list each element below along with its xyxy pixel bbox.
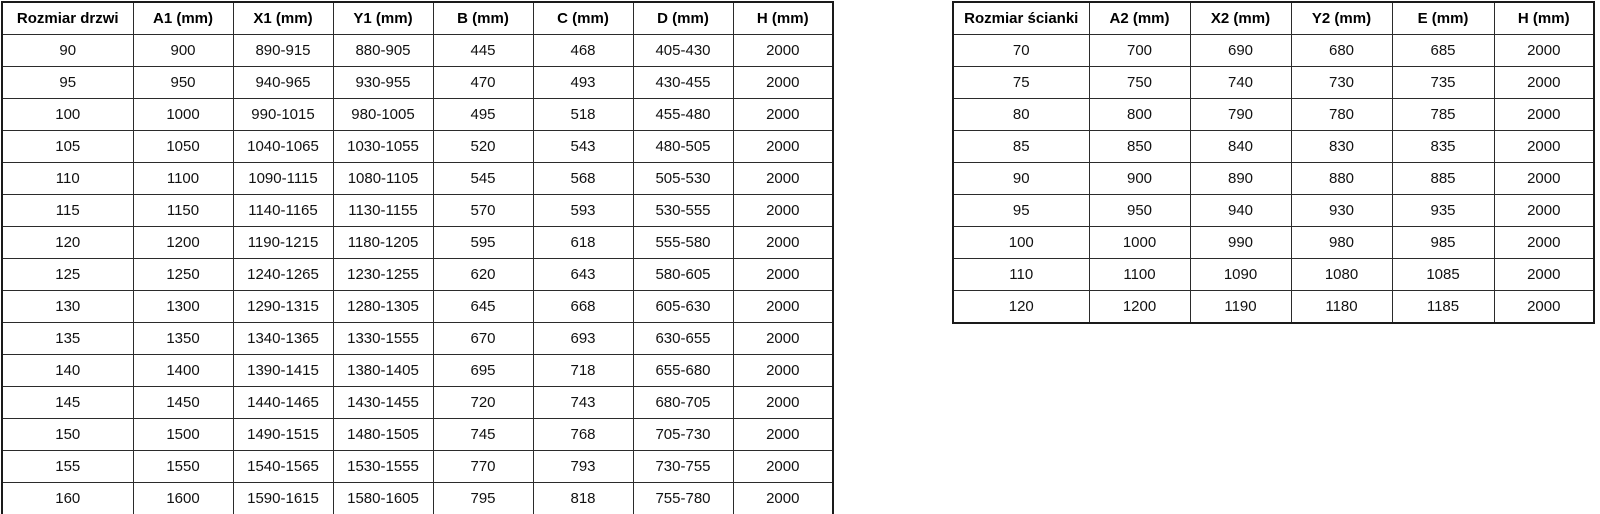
table-cell: 1450 bbox=[133, 387, 233, 419]
table-cell: 2000 bbox=[733, 355, 833, 387]
table-cell: 568 bbox=[533, 163, 633, 195]
table-cell: 990 bbox=[1190, 227, 1291, 259]
table-row bbox=[953, 131, 1594, 163]
table-cell: 680 bbox=[1291, 35, 1392, 67]
table-cell: 1080 bbox=[1291, 259, 1392, 291]
column-header: B (mm) bbox=[433, 2, 533, 35]
table-cell: 818 bbox=[533, 483, 633, 514]
table-cell: 2000 bbox=[733, 163, 833, 195]
table-cell: 630-655 bbox=[633, 323, 733, 355]
table-cell: 145 bbox=[2, 387, 133, 419]
table-cell: 1580-1605 bbox=[333, 483, 433, 514]
table-cell: 1440-1465 bbox=[233, 387, 333, 419]
table-cell: 75 bbox=[953, 67, 1089, 99]
table-cell: 543 bbox=[533, 131, 633, 163]
table-cell: 155 bbox=[2, 451, 133, 483]
table-cell: 2000 bbox=[733, 291, 833, 323]
table-row bbox=[953, 291, 1594, 324]
table-cell: 1140-1165 bbox=[233, 195, 333, 227]
table-cell: 1190-1215 bbox=[233, 227, 333, 259]
table-cell: 1600 bbox=[133, 483, 233, 514]
header-row bbox=[953, 2, 1594, 35]
column-header: X2 (mm) bbox=[1190, 2, 1291, 35]
table-cell: 1590-1615 bbox=[233, 483, 333, 514]
table-cell: 1040-1065 bbox=[233, 131, 333, 163]
table-row bbox=[2, 323, 833, 355]
table-cell: 840 bbox=[1190, 131, 1291, 163]
table-cell: 595 bbox=[433, 227, 533, 259]
table-cell: 940-965 bbox=[233, 67, 333, 99]
table-cell: 570 bbox=[433, 195, 533, 227]
table-cell: 1230-1255 bbox=[333, 259, 433, 291]
table-cell: 768 bbox=[533, 419, 633, 451]
table-cell: 800 bbox=[1089, 99, 1190, 131]
table-cell: 730-755 bbox=[633, 451, 733, 483]
table-cell: 2000 bbox=[733, 195, 833, 227]
table-cell: 705-730 bbox=[633, 419, 733, 451]
table-cell: 900 bbox=[133, 35, 233, 67]
table-cell: 795 bbox=[433, 483, 533, 514]
table-cell: 1200 bbox=[1089, 291, 1190, 324]
table-cell: 850 bbox=[1089, 131, 1190, 163]
table-cell: 2000 bbox=[1494, 291, 1594, 324]
table-row bbox=[953, 259, 1594, 291]
column-header: Rozmiar drzwi bbox=[2, 2, 133, 35]
table-cell: 2000 bbox=[733, 67, 833, 99]
table-row bbox=[2, 131, 833, 163]
table-cell: 115 bbox=[2, 195, 133, 227]
table-row bbox=[2, 291, 833, 323]
table-cell: 940 bbox=[1190, 195, 1291, 227]
table-row bbox=[953, 35, 1594, 67]
table-cell: 1340-1365 bbox=[233, 323, 333, 355]
table-cell: 1480-1505 bbox=[333, 419, 433, 451]
table-cell: 830 bbox=[1291, 131, 1392, 163]
table-cell: 2000 bbox=[1494, 67, 1594, 99]
table-cell: 2000 bbox=[733, 99, 833, 131]
table-cell: 643 bbox=[533, 259, 633, 291]
table-cell: 545 bbox=[433, 163, 533, 195]
table-cell: 2000 bbox=[1494, 259, 1594, 291]
table-cell: 85 bbox=[953, 131, 1089, 163]
column-header: C (mm) bbox=[533, 2, 633, 35]
column-header: X1 (mm) bbox=[233, 2, 333, 35]
table-cell: 2000 bbox=[733, 227, 833, 259]
table-cell: 2000 bbox=[733, 483, 833, 514]
table-cell: 2000 bbox=[1494, 227, 1594, 259]
table-cell: 930-955 bbox=[333, 67, 433, 99]
table-cell: 1290-1315 bbox=[233, 291, 333, 323]
table-cell: 120 bbox=[2, 227, 133, 259]
table-cell: 110 bbox=[2, 163, 133, 195]
table-row bbox=[2, 387, 833, 419]
table-cell: 890-915 bbox=[233, 35, 333, 67]
table-cell: 1090 bbox=[1190, 259, 1291, 291]
table-cell: 2000 bbox=[733, 323, 833, 355]
table-cell: 1280-1305 bbox=[333, 291, 433, 323]
table-cell: 1000 bbox=[133, 99, 233, 131]
table-cell: 1000 bbox=[1089, 227, 1190, 259]
table-cell: 150 bbox=[2, 419, 133, 451]
table-cell: 950 bbox=[133, 67, 233, 99]
column-header: E (mm) bbox=[1392, 2, 1494, 35]
table-row bbox=[2, 99, 833, 131]
table-cell: 1085 bbox=[1392, 259, 1494, 291]
table-cell: 890 bbox=[1190, 163, 1291, 195]
table-cell: 1100 bbox=[133, 163, 233, 195]
table-cell: 1330-1555 bbox=[333, 323, 433, 355]
table-cell: 755-780 bbox=[633, 483, 733, 514]
table-cell: 1380-1405 bbox=[333, 355, 433, 387]
table-cell: 655-680 bbox=[633, 355, 733, 387]
table-cell: 405-430 bbox=[633, 35, 733, 67]
table-row bbox=[953, 195, 1594, 227]
column-header: Y1 (mm) bbox=[333, 2, 433, 35]
table-cell: 80 bbox=[953, 99, 1089, 131]
table-row bbox=[2, 67, 833, 99]
table-cell: 1090-1115 bbox=[233, 163, 333, 195]
table-cell: 718 bbox=[533, 355, 633, 387]
table-row bbox=[953, 99, 1594, 131]
table-cell: 620 bbox=[433, 259, 533, 291]
table-row bbox=[2, 35, 833, 67]
table-cell: 495 bbox=[433, 99, 533, 131]
table-cell: 70 bbox=[953, 35, 1089, 67]
table-cell: 770 bbox=[433, 451, 533, 483]
table-cell: 1430-1455 bbox=[333, 387, 433, 419]
table-cell: 2000 bbox=[1494, 195, 1594, 227]
table-cell: 780 bbox=[1291, 99, 1392, 131]
table-cell: 1130-1155 bbox=[333, 195, 433, 227]
table-cell: 793 bbox=[533, 451, 633, 483]
table-cell: 980 bbox=[1291, 227, 1392, 259]
table-cell: 555-580 bbox=[633, 227, 733, 259]
table-cell: 1080-1105 bbox=[333, 163, 433, 195]
column-header: A2 (mm) bbox=[1089, 2, 1190, 35]
table-cell: 580-605 bbox=[633, 259, 733, 291]
table-cell: 695 bbox=[433, 355, 533, 387]
table-cell: 1490-1515 bbox=[233, 419, 333, 451]
table-cell: 743 bbox=[533, 387, 633, 419]
table-cell: 1300 bbox=[133, 291, 233, 323]
table-cell: 480-505 bbox=[633, 131, 733, 163]
table-row bbox=[2, 483, 833, 514]
table-cell: 470 bbox=[433, 67, 533, 99]
column-header: Rozmiar ścianki bbox=[953, 2, 1089, 35]
table-cell: 693 bbox=[533, 323, 633, 355]
table-cell: 1530-1555 bbox=[333, 451, 433, 483]
table-cell: 1390-1415 bbox=[233, 355, 333, 387]
table-cell: 90 bbox=[2, 35, 133, 67]
table-cell: 1190 bbox=[1190, 291, 1291, 324]
table-cell: 1550 bbox=[133, 451, 233, 483]
table-cell: 745 bbox=[433, 419, 533, 451]
table-cell: 750 bbox=[1089, 67, 1190, 99]
table-cell: 1050 bbox=[133, 131, 233, 163]
header-row bbox=[2, 2, 833, 35]
table-cell: 160 bbox=[2, 483, 133, 514]
table-cell: 880-905 bbox=[333, 35, 433, 67]
table-cell: 2000 bbox=[733, 451, 833, 483]
table-row bbox=[2, 227, 833, 259]
table-cell: 930 bbox=[1291, 195, 1392, 227]
table-cell: 790 bbox=[1190, 99, 1291, 131]
table-cell: 950 bbox=[1089, 195, 1190, 227]
table-cell: 2000 bbox=[1494, 163, 1594, 195]
table-cell: 125 bbox=[2, 259, 133, 291]
table-row bbox=[2, 163, 833, 195]
table-row bbox=[2, 259, 833, 291]
table-cell: 120 bbox=[953, 291, 1089, 324]
table-cell: 95 bbox=[953, 195, 1089, 227]
table-cell: 493 bbox=[533, 67, 633, 99]
table-cell: 110 bbox=[953, 259, 1089, 291]
column-header: H (mm) bbox=[733, 2, 833, 35]
table-cell: 95 bbox=[2, 67, 133, 99]
table-cell: 880 bbox=[1291, 163, 1392, 195]
table-cell: 135 bbox=[2, 323, 133, 355]
table-cell: 468 bbox=[533, 35, 633, 67]
table-row bbox=[2, 419, 833, 451]
table-cell: 430-455 bbox=[633, 67, 733, 99]
table-cell: 593 bbox=[533, 195, 633, 227]
table-cell: 1100 bbox=[1089, 259, 1190, 291]
table-cell: 670 bbox=[433, 323, 533, 355]
wall-sizes-table bbox=[952, 1, 1595, 324]
table-cell: 2000 bbox=[1494, 35, 1594, 67]
table-cell: 1030-1055 bbox=[333, 131, 433, 163]
table-cell: 2000 bbox=[733, 419, 833, 451]
table-cell: 1540-1565 bbox=[233, 451, 333, 483]
table-row bbox=[2, 451, 833, 483]
table-cell: 2000 bbox=[1494, 99, 1594, 131]
column-header: D (mm) bbox=[633, 2, 733, 35]
table-cell: 900 bbox=[1089, 163, 1190, 195]
table-cell: 2000 bbox=[733, 259, 833, 291]
table-cell: 1400 bbox=[133, 355, 233, 387]
table-cell: 980-1005 bbox=[333, 99, 433, 131]
table-row bbox=[953, 163, 1594, 195]
table-cell: 455-480 bbox=[633, 99, 733, 131]
table-cell: 680-705 bbox=[633, 387, 733, 419]
table-cell: 605-630 bbox=[633, 291, 733, 323]
column-header: H (mm) bbox=[1494, 2, 1594, 35]
table-cell: 720 bbox=[433, 387, 533, 419]
table-row bbox=[2, 195, 833, 227]
table-cell: 685 bbox=[1392, 35, 1494, 67]
table-cell: 700 bbox=[1089, 35, 1190, 67]
table-cell: 2000 bbox=[733, 131, 833, 163]
table-row bbox=[953, 227, 1594, 259]
door-sizes-table bbox=[1, 1, 834, 514]
table-cell: 2000 bbox=[733, 387, 833, 419]
table-cell: 690 bbox=[1190, 35, 1291, 67]
table-cell: 730 bbox=[1291, 67, 1392, 99]
table-cell: 645 bbox=[433, 291, 533, 323]
table-cell: 2000 bbox=[1494, 131, 1594, 163]
table-cell: 130 bbox=[2, 291, 133, 323]
column-header: A1 (mm) bbox=[133, 2, 233, 35]
table-cell: 740 bbox=[1190, 67, 1291, 99]
table-cell: 1200 bbox=[133, 227, 233, 259]
table-cell: 785 bbox=[1392, 99, 1494, 131]
table-cell: 735 bbox=[1392, 67, 1494, 99]
table-cell: 90 bbox=[953, 163, 1089, 195]
table-cell: 1500 bbox=[133, 419, 233, 451]
table-cell: 100 bbox=[953, 227, 1089, 259]
table-cell: 935 bbox=[1392, 195, 1494, 227]
table-cell: 668 bbox=[533, 291, 633, 323]
table-cell: 618 bbox=[533, 227, 633, 259]
table-cell: 505-530 bbox=[633, 163, 733, 195]
column-header: Y2 (mm) bbox=[1291, 2, 1392, 35]
table-cell: 985 bbox=[1392, 227, 1494, 259]
table-cell: 445 bbox=[433, 35, 533, 67]
table-cell: 1150 bbox=[133, 195, 233, 227]
table-cell: 1350 bbox=[133, 323, 233, 355]
table-cell: 1185 bbox=[1392, 291, 1494, 324]
table-cell: 1240-1265 bbox=[233, 259, 333, 291]
table-cell: 835 bbox=[1392, 131, 1494, 163]
table-row bbox=[2, 355, 833, 387]
table-row bbox=[953, 67, 1594, 99]
table-cell: 100 bbox=[2, 99, 133, 131]
table-cell: 140 bbox=[2, 355, 133, 387]
table-cell: 1250 bbox=[133, 259, 233, 291]
table-cell: 530-555 bbox=[633, 195, 733, 227]
table-cell: 990-1015 bbox=[233, 99, 333, 131]
table-cell: 105 bbox=[2, 131, 133, 163]
table-cell: 520 bbox=[433, 131, 533, 163]
table-cell: 885 bbox=[1392, 163, 1494, 195]
table-cell: 1180-1205 bbox=[333, 227, 433, 259]
table-cell: 518 bbox=[533, 99, 633, 131]
table-cell: 1180 bbox=[1291, 291, 1392, 324]
table-cell: 2000 bbox=[733, 35, 833, 67]
